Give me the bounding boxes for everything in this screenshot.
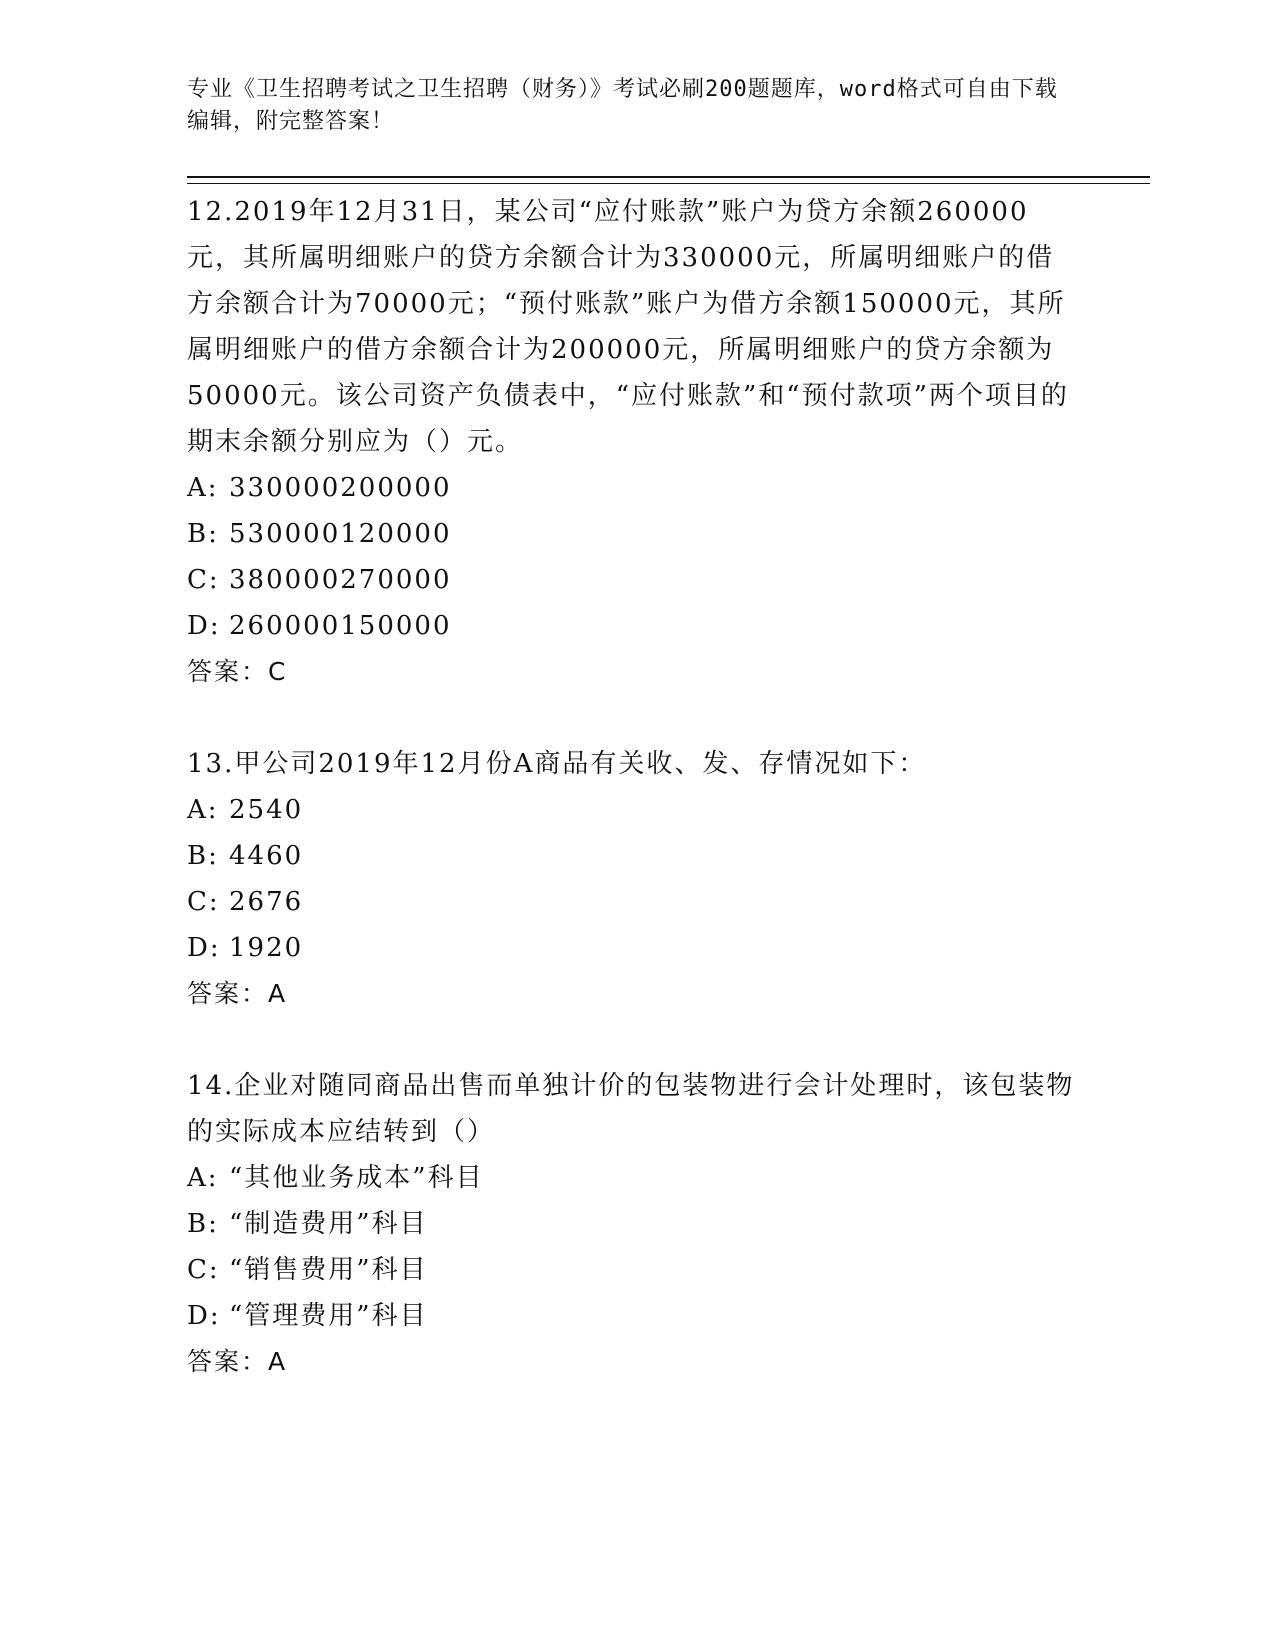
question-list xyxy=(187,189,1077,1431)
option-c xyxy=(187,1247,1077,1293)
option-text: “其他业务成本”科目 xyxy=(229,1163,484,1193)
option-text: 530000120000 xyxy=(229,519,452,549)
option-b xyxy=(187,1201,1077,1247)
option-letter: D: xyxy=(187,1301,221,1331)
option-text: “管理费用”科目 xyxy=(229,1301,428,1331)
option-text: “销售费用”科目 xyxy=(229,1255,428,1285)
option-letter: C: xyxy=(187,887,220,917)
option-b xyxy=(187,511,1077,557)
option-text: 2540 xyxy=(229,795,304,825)
header-divider-thick xyxy=(187,176,1150,178)
option-text: 4460 xyxy=(229,841,304,871)
question-stem: 13.甲公司2019年12月份A商品有关收、发、存情况如下： xyxy=(187,749,927,779)
option-text: 260000150000 xyxy=(229,611,452,641)
option-text: 2676 xyxy=(229,887,304,917)
option-c xyxy=(187,879,1077,925)
option-letter: B: xyxy=(187,1209,219,1239)
header-divider-thin xyxy=(187,183,1150,184)
option-c xyxy=(187,557,1077,603)
option-a xyxy=(187,465,1077,511)
option-letter: D: xyxy=(187,933,221,963)
option-letter: D: xyxy=(187,611,221,641)
question-13 xyxy=(187,741,1077,1017)
option-b xyxy=(187,833,1077,879)
option-letter: C: xyxy=(187,1255,220,1285)
option-letter: A: xyxy=(187,795,219,825)
question-stem: 14.企业对随同商品出售而单独计价的包装物进行会计处理时，该包装物的实际成本应结转到（） xyxy=(187,1071,1075,1147)
option-letter: B: xyxy=(187,841,219,871)
question-14 xyxy=(187,1063,1077,1385)
option-letter: C: xyxy=(187,565,220,595)
option-letter: A: xyxy=(187,1163,219,1193)
option-text: 330000200000 xyxy=(229,473,452,503)
option-d xyxy=(187,925,1077,971)
page-header: 专业《卫生招聘考试之卫生招聘（财务）》考试必刷200题题库，word格式可自由下载编辑，附完整答案！ xyxy=(187,77,1058,134)
answer-label: 答案：C xyxy=(187,657,288,686)
option-a xyxy=(187,787,1077,833)
option-letter: A: xyxy=(187,473,219,503)
option-text: 1920 xyxy=(229,933,304,963)
option-a xyxy=(187,1155,1077,1201)
question-stem: 12.2019年12月31日，某公司“应付账款”账户为贷方余额260000元，其所属明细账户的贷方余额合计为330000元，所属明细账户的借方余额合计为70000元；“预付账款”账户为借方余额150000元，其所属明细账户的借方余额合计为200000元，所属明细账户的贷方余额为50000元。该公司资产负债表中，“应付账款”和“预付款项”两个项目的期末余额分别应为（）元。 xyxy=(187,197,1069,457)
answer-label: 答案：A xyxy=(187,979,288,1008)
option-d xyxy=(187,1293,1077,1339)
option-text: “制造费用”科目 xyxy=(229,1209,428,1239)
answer-label: 答案：A xyxy=(187,1347,288,1376)
option-letter: B: xyxy=(187,519,219,549)
option-d xyxy=(187,603,1077,649)
option-text: 380000270000 xyxy=(229,565,452,595)
question-12 xyxy=(187,189,1077,695)
